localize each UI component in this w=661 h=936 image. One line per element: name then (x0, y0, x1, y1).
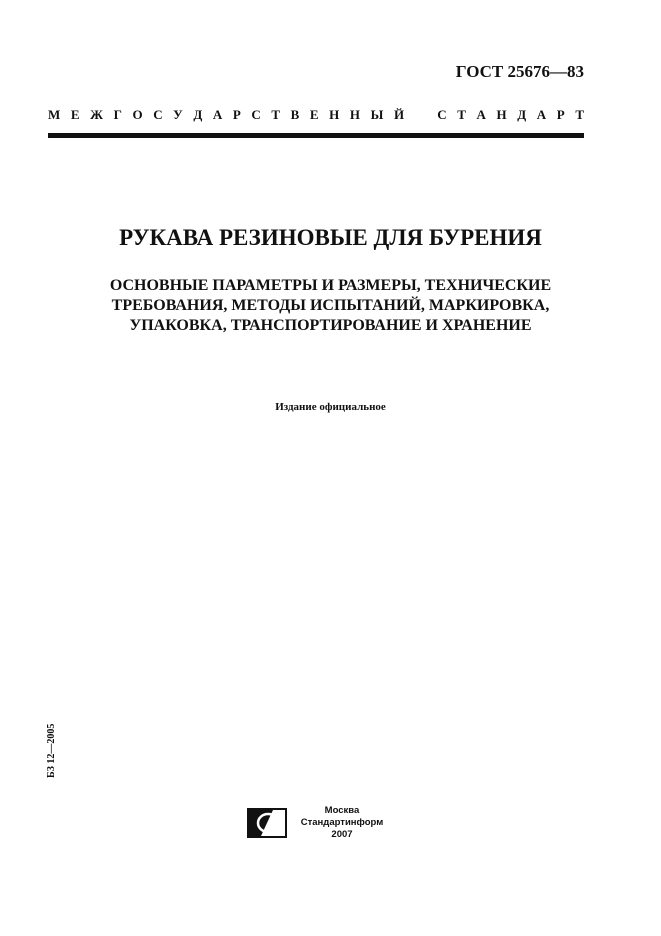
heading-letter: Т (271, 107, 281, 122)
heading-letter: А (212, 107, 223, 122)
svg-text:СИ: СИ (267, 818, 283, 830)
interstate-standard-heading (48, 108, 584, 122)
heading-letter: Н (349, 107, 361, 122)
heading-letter: А (476, 107, 486, 122)
heading-letter: Ы (370, 107, 384, 122)
heading-letter: Р (232, 107, 241, 122)
heading-letter: У (173, 107, 183, 122)
heading-letter: Г (113, 107, 122, 122)
heading-letter: Н (496, 107, 507, 122)
header-rule (48, 133, 584, 138)
subtitle-line: УПАКОВКА, ТРАНСПОРТИРОВАНИЕ И ХРАНЕНИЕ (129, 317, 532, 334)
heading-letter: Е (309, 107, 319, 122)
heading-letter: Д (517, 107, 527, 122)
edition-note: Издание официальное (275, 401, 386, 413)
publisher-name: Стандартинформ (300, 817, 384, 828)
document-title: РУКАВА РЕЗИНОВЫЕ ДЛЯ БУРЕНИЯ (119, 225, 542, 250)
heading-letter: Т (457, 107, 466, 122)
standartinform-logo-icon (247, 808, 287, 838)
heading-letter: А (536, 107, 547, 122)
heading-letter: Ж (90, 107, 103, 122)
heading-letter: М (48, 107, 61, 122)
heading-letter: Н (329, 107, 340, 122)
side-code: БЗ 12—2005 (46, 723, 57, 778)
publisher-year: 2007 (331, 829, 353, 840)
document-subtitle (48, 276, 613, 336)
document-number: ГОСТ 25676—83 (455, 62, 584, 81)
heading-letter: С (437, 107, 447, 122)
heading-letter: Е (70, 107, 80, 122)
heading-letter: Д (193, 107, 203, 122)
heading-letter: Р (556, 107, 565, 122)
heading-word-gap (415, 108, 427, 122)
heading-letter: О (132, 107, 143, 122)
heading-letter: Т (575, 107, 584, 122)
subtitle-line: ОСНОВНЫЕ ПАРАМЕТРЫ И РАЗМЕРЫ, ТЕХНИЧЕСКИЕ (109, 277, 552, 294)
heading-letter: С (153, 107, 163, 122)
publisher-block (296, 805, 388, 841)
subtitle-line: ТРЕБОВАНИЯ, МЕТОДЫ ИСПЫТАНИЙ, МАРКИРОВКА, (111, 297, 550, 314)
publisher-city: Москва (324, 805, 360, 816)
heading-letter: Й (393, 107, 405, 122)
heading-letter: С (251, 107, 261, 122)
heading-letter: В (290, 107, 300, 122)
